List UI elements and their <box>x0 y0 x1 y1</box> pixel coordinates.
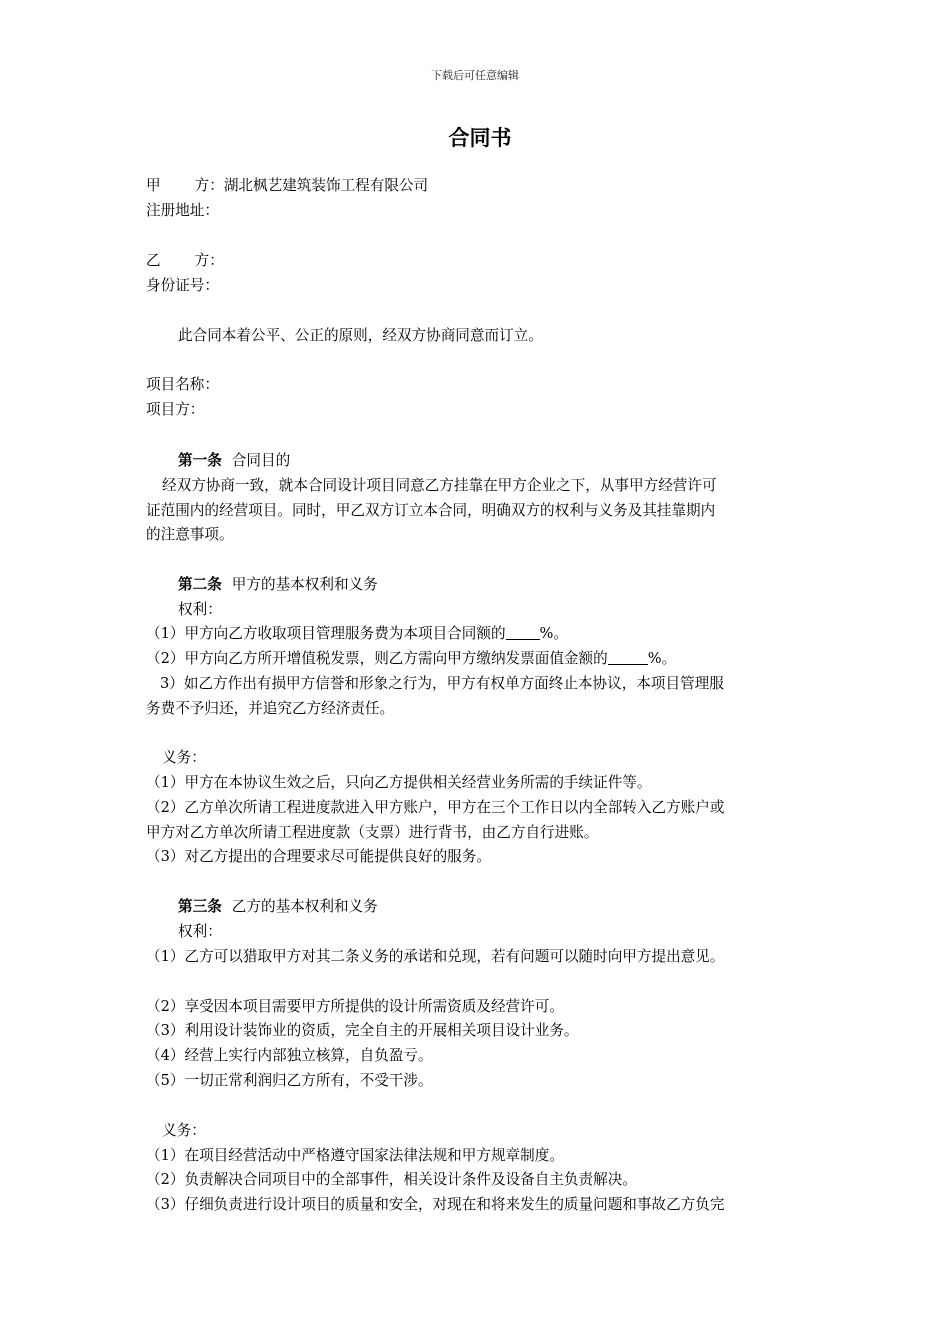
article-1-line: 证范围内的经营项目。同时，甲乙双方订立本合同，明确双方的权利与义务及其挂靠期内 <box>146 502 716 519</box>
party-b-label-2: 方： <box>194 252 224 269</box>
article-2-right-3: 务费不予归还，并追究乙方经济责任。 <box>146 700 395 717</box>
article-1-heading <box>178 451 290 471</box>
header-note: 下载后可任意编辑 <box>431 69 519 82</box>
project-name: 项目名称： <box>146 376 219 393</box>
party-a-label-1: 甲 <box>146 177 161 194</box>
fill-in-blank[interactable] <box>608 650 648 665</box>
article-3-duty-2: （2）负责解决合同项目中的全部事件，相关设计条件及设备自主负责解决。 <box>146 1171 637 1188</box>
article-2-duty-2: 甲方对乙方单次所请工程进度款（支票）进行背书，由乙方自行进账。 <box>146 824 599 841</box>
article-2-title: 甲方的基本权利和义务 <box>231 576 378 593</box>
document-title: 合同书 <box>448 126 512 150</box>
article-3-number: 第三条 <box>178 898 222 915</box>
party-b-label-1: 乙 <box>146 252 161 269</box>
article-3-right-1: （1）乙方可以猎取甲方对其二条义务的承诺和兑现，若有问题可以随时向甲方提出意见。 <box>146 948 725 965</box>
article-2-right-1-text: （1）甲方向乙方收取项目管理服务费为本项目合同额的 <box>146 625 506 642</box>
article-3-duties-label: 义务： <box>162 1122 206 1139</box>
party-a-label-2: 方： <box>194 177 224 194</box>
article-2-rights-label: 权利： <box>178 601 222 618</box>
article-3-right-3: （3）利用设计装饰业的资质，完全自主的开展相关项目设计业务。 <box>146 1022 579 1039</box>
article-1-number: 第一条 <box>178 452 222 469</box>
article-3-heading <box>178 897 378 917</box>
intro-paragraph: 此合同本着公平、公正的原则，经双方协商同意而订立。 <box>178 327 543 344</box>
article-1-line: 经双方协商一致，就本合同设计项目同意乙方挂靠在甲方企业之下，从事甲方经营许可 <box>162 477 717 494</box>
article-2-heading <box>178 575 378 595</box>
article-3-rights-label: 权利： <box>178 923 222 940</box>
article-2-duties-label: 义务： <box>162 749 206 766</box>
fill-in-blank[interactable] <box>506 625 540 640</box>
article-2-right-3: 3）如乙方作出有损甲方信誉和形象之行为，甲方有权单方面终止本协议，本项目管理服 <box>160 675 724 692</box>
article-1-title: 合同目的 <box>231 452 291 469</box>
id-number: 身份证号： <box>146 277 219 294</box>
party-a-line <box>146 176 428 196</box>
article-2-duty-2: （2）乙方单次所请工程进度款进入甲方账户，甲方在三个工作日以内全部转入乙方账户或 <box>146 799 725 816</box>
article-3-right-4: （4）经营上实行内部独立核算，自负盈亏。 <box>146 1047 433 1064</box>
party-b-line <box>146 251 224 271</box>
article-2-duty-1: （1）甲方在本协议生效之后，只向乙方提供相关经营业务所需的手续证件等。 <box>146 774 652 791</box>
article-2-number: 第二条 <box>178 576 222 593</box>
article-1-line: 的注意事项。 <box>146 526 234 543</box>
article-3-duty-1: （1）在项目经营活动中严格遵守国家法律法规和甲方规章制度。 <box>146 1147 564 1164</box>
article-2-right-2-text: （2）甲方向乙方所开增值税发票，则乙方需向甲方缴纳发票面值金额的 <box>146 650 608 667</box>
article-2-right-2 <box>146 649 676 669</box>
project-party: 项目方： <box>146 401 205 418</box>
article-3-right-5: （5）一切正常利润归乙方所有，不受干涉。 <box>146 1072 433 1089</box>
article-2-right-1 <box>146 624 568 644</box>
article-3-right-2: （2）享受因本项目需要甲方所提供的设计所需资质及经营许可。 <box>146 998 564 1015</box>
party-a-value: 湖北枫艺建筑装饰工程有限公司 <box>223 177 429 194</box>
article-3-duty-3: （3）仔细负责进行设计项目的质量和安全，对现在和将来发生的质量问题和事故乙方负完 <box>146 1196 725 1213</box>
percent-sign: %。 <box>647 650 677 667</box>
article-2-duty-3: （3）对乙方提出的合理要求尽可能提供良好的服务。 <box>146 848 491 865</box>
percent-sign: %。 <box>539 625 569 642</box>
registered-address: 注册地址： <box>146 202 219 219</box>
article-3-title: 乙方的基本权利和义务 <box>231 898 378 915</box>
